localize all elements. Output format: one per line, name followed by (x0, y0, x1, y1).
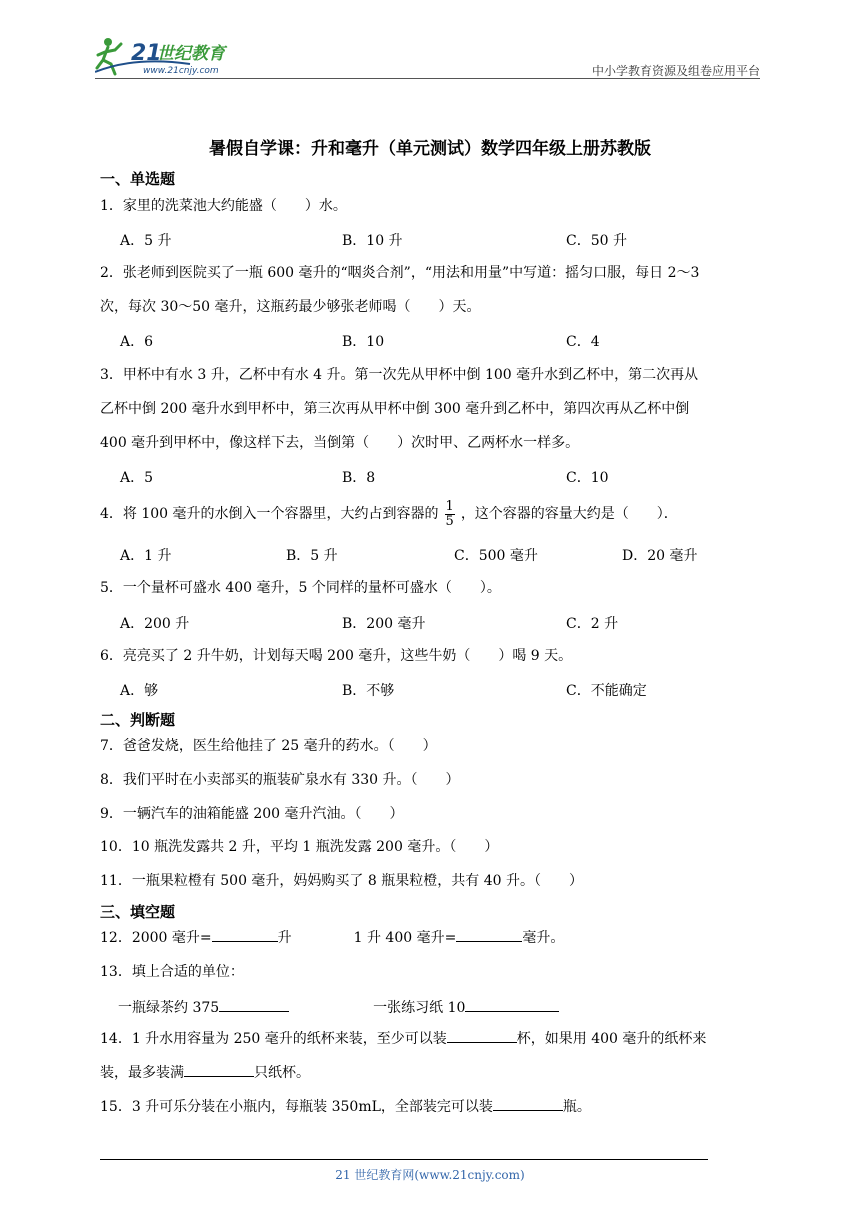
question-4-options (120, 545, 760, 569)
question-3-options (120, 467, 760, 491)
question-3-line-1: 3．甲杯中有水 3 升，乙杯中有水 4 升。第一次先从甲杯中倒 100 毫升水到乙杯中，第二次再从 (100, 367, 699, 383)
logo-21cnjy (95, 30, 265, 78)
option-a: A．1 升 (120, 548, 172, 564)
question-15 (100, 1090, 760, 1124)
header-platform-text: 中小学教育资源及组卷应用平台 (591, 64, 760, 78)
question-14-part-4: 只纸杯。 (254, 1065, 310, 1081)
question-9: 9．一辆汽车的油箱能盛 200 毫升汽油。（ ） (100, 806, 404, 822)
question-12-part-2: 升 (277, 930, 292, 946)
question-12 (100, 921, 760, 955)
question-13-items (118, 991, 758, 1025)
answer-blank[interactable] (456, 927, 522, 942)
svg-text:世纪教育: 世纪教育 (157, 44, 225, 64)
option-b: B．10 (342, 334, 385, 350)
page-title: 暑假自学课：升和毫升（单元测试）数学四年级上册苏教版 (209, 139, 651, 159)
footer-divider (100, 1159, 708, 1160)
option-b: B．不够 (342, 683, 395, 699)
question-1-options (120, 230, 760, 254)
question-12-part-3: 1 升 400 毫升= (353, 930, 457, 946)
answer-blank[interactable] (219, 997, 289, 1012)
question-3-line-2: 乙杯中倒 200 毫升水到甲杯中，第三次再从甲杯中倒 300 毫升到乙杯中，第四次再从乙杯中倒 (100, 401, 690, 417)
question-7: 7．爸爸发烧，医生给他挂了 25 毫升的药水。（ ） (100, 738, 437, 754)
question-14-line-1 (100, 1022, 760, 1056)
question-4 (100, 497, 760, 531)
question-15-part-2: 瓶。 (562, 1099, 591, 1115)
option-a: A．6 (120, 334, 154, 350)
header-divider (95, 78, 760, 79)
option-c: C．500 毫升 (454, 548, 538, 564)
question-14-line-2 (100, 1056, 760, 1090)
question-4-pre: 4．将 100 毫升的水倒入一个容器里，大约占到容器的 (100, 506, 439, 522)
question-14-part-3: 装，最多装满 (100, 1065, 184, 1081)
question-13: 13．填上合适的单位： (100, 964, 244, 980)
answer-blank[interactable] (184, 1062, 254, 1077)
question-5: 5．一个量杯可盛水 400 毫升，5 个同样的量杯可盛水（ ）。 (100, 580, 501, 596)
option-a: A．200 升 (120, 616, 190, 632)
question-1: 1．家里的洗菜池大约能盛（ ）水。 (100, 198, 347, 214)
question-10: 10．10 瓶洗发露共 2 升，平均 1 瓶洗发露 200 毫升。（ ） (100, 839, 499, 855)
section-single-choice: 一、单选题 (100, 170, 176, 188)
section-true-false: 二、判断题 (100, 711, 176, 729)
fraction-denominator: 5 (445, 513, 454, 529)
question-12-part-4: 毫升。 (522, 930, 565, 946)
question-12-part-1: 12．2000 毫升= (100, 930, 212, 946)
question-14-part-1: 14．1 升水用容量为 250 毫升的纸杯来装，至少可以装 (100, 1031, 447, 1047)
question-13-item-2: 一张练习纸 10 (373, 1000, 466, 1016)
question-5-options (120, 613, 760, 637)
question-3-line-3: 400 毫升到甲杯中，像这样下去，当倒第（ ）次时甲、乙两杯水一样多。 (100, 435, 580, 451)
footer-link[interactable]: 21 世纪教育网(www.21cnjy.com) (335, 1168, 525, 1182)
question-6-options (120, 680, 760, 704)
question-13-item-1: 一瓶绿茶约 375 (118, 1000, 220, 1016)
fraction-one-fifth (445, 500, 455, 529)
option-c: C．不能确定 (566, 683, 647, 699)
option-c: C．50 升 (566, 233, 627, 249)
option-d: D．20 毫升 (622, 548, 698, 564)
question-4-post: ，这个容器的容量大约是（ ）． (460, 506, 678, 522)
option-b: B．10 升 (342, 233, 403, 249)
option-c: C．4 (566, 334, 600, 350)
question-15-part-1: 15．3 升可乐分装在小瓶内，每瓶装 350mL，全部装完可以装 (100, 1099, 493, 1115)
option-c: C．2 升 (566, 616, 619, 632)
option-a: A．5 (120, 470, 154, 486)
question-8: 8．我们平时在小卖部买的瓶装矿泉水有 330 升。（ ） (100, 772, 460, 788)
fraction-numerator: 1 (445, 498, 454, 514)
option-b: B．5 升 (286, 548, 338, 564)
page-header (95, 30, 760, 80)
answer-blank[interactable] (465, 997, 559, 1012)
svg-text:www.21cnjy.com: www.21cnjy.com (143, 66, 219, 76)
option-b: B．8 (342, 470, 376, 486)
answer-blank[interactable] (447, 1028, 517, 1043)
option-c: C．10 (566, 470, 609, 486)
svg-text:21: 21 (131, 41, 162, 66)
option-b: B．200 毫升 (342, 616, 426, 632)
question-2-line-1: 2．张老师到医院买了一瓶 600 毫升的“咽炎合剂”，“用法和用量”中写道：摇匀口服，每日 2～3 (100, 265, 700, 281)
question-11: 11．一瓶果粒橙有 500 毫升，妈妈购买了 8 瓶果粒橙，共有 40 升。（ ） (100, 873, 583, 889)
answer-blank[interactable] (212, 927, 278, 942)
question-2-options (120, 331, 760, 355)
question-2-line-2: 次，每次 30～50 毫升，这瓶药最少够张老师喝（ ）天。 (100, 299, 481, 315)
question-14-part-2: 杯，如果用 400 毫升的纸杯来 (516, 1031, 707, 1047)
option-a: A．够 (120, 683, 159, 699)
question-6: 6．亮亮买了 2 升牛奶，计划每天喝 200 毫升，这些牛奶（ ）喝 9 天。 (100, 648, 573, 664)
answer-blank[interactable] (493, 1096, 563, 1111)
option-a: A．5 升 (120, 233, 172, 249)
section-fill-in: 三、填空题 (100, 903, 176, 921)
